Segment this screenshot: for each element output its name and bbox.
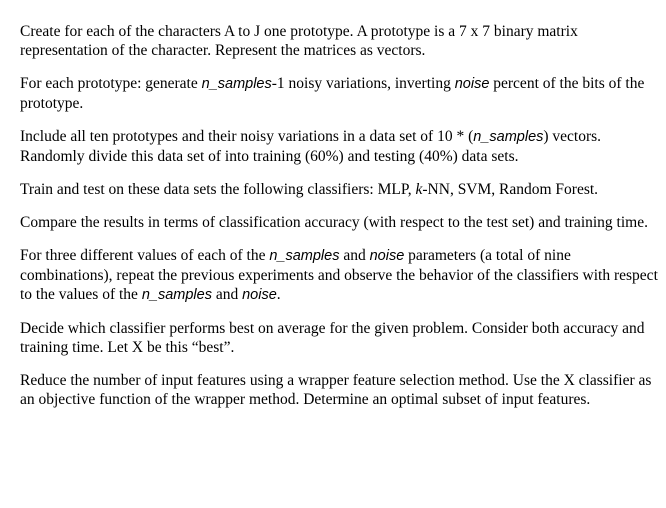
paragraph-noisy-variations	[20, 74, 662, 113]
param-noise: noise	[369, 248, 405, 264]
paragraph-parameters	[20, 246, 662, 305]
text-run: Compare the results in terms of classification accuracy (with respect to the test set) and training time.	[20, 214, 648, 231]
document-body	[20, 22, 662, 423]
param-n-samples: n_samples	[473, 129, 544, 145]
text-run: ) vectors. Randomly divide this data set of into training (60%) and testing (40%) data sets.	[20, 128, 602, 165]
text-run: and	[339, 247, 370, 264]
text-run: percent of the bits of the prototype.	[20, 75, 645, 112]
param-n-samples: n_samples	[141, 287, 212, 303]
paragraph-decide	[20, 319, 662, 357]
paragraph-prototypes	[20, 22, 662, 60]
text-run: Train and test on these data sets the following classifiers: MLP,	[20, 181, 416, 198]
text-run: and	[211, 286, 243, 303]
text-run: For each prototype: generate	[20, 75, 202, 92]
param-n-samples: n_samples	[269, 248, 340, 264]
text-run: For three different values of each of the	[20, 247, 270, 264]
paragraph-classifiers	[20, 180, 662, 199]
k-italic: k	[415, 181, 423, 198]
param-n-samples: n_samples	[201, 76, 272, 92]
text-run: Include all ten prototypes and their noisy variations in a data set of 10 * (	[20, 128, 474, 145]
paragraph-compare	[20, 213, 662, 232]
text-run: -1 noisy variations, inverting	[271, 75, 455, 92]
param-noise: noise	[454, 76, 490, 92]
text-run: Reduce the number of input features using a wrapper feature selection method. Use the X classifier as an objective function of the wrapper method. Determine an optimal subset of input features.	[20, 372, 652, 408]
paragraph-data-set	[20, 127, 662, 166]
text-run: Create for each of the characters A to J one prototype. A prototype is a 7 x 7 binary matrix representation of the character. Represent the matrices as vectors.	[20, 23, 578, 59]
text-run: Decide which classifier performs best on average for the given problem. Consider both accuracy and training time. Let X be this “best”.	[20, 320, 645, 356]
param-noise: noise	[242, 287, 277, 303]
text-run: -NN, SVM, Random Forest.	[422, 181, 599, 198]
text-run: .	[276, 286, 281, 303]
paragraph-feature-selection	[20, 371, 662, 409]
text-run: parameters (a total of nine combinations), repeat the previous experiments and observe the behavior of the classifiers with respect to the values of the	[20, 247, 658, 303]
